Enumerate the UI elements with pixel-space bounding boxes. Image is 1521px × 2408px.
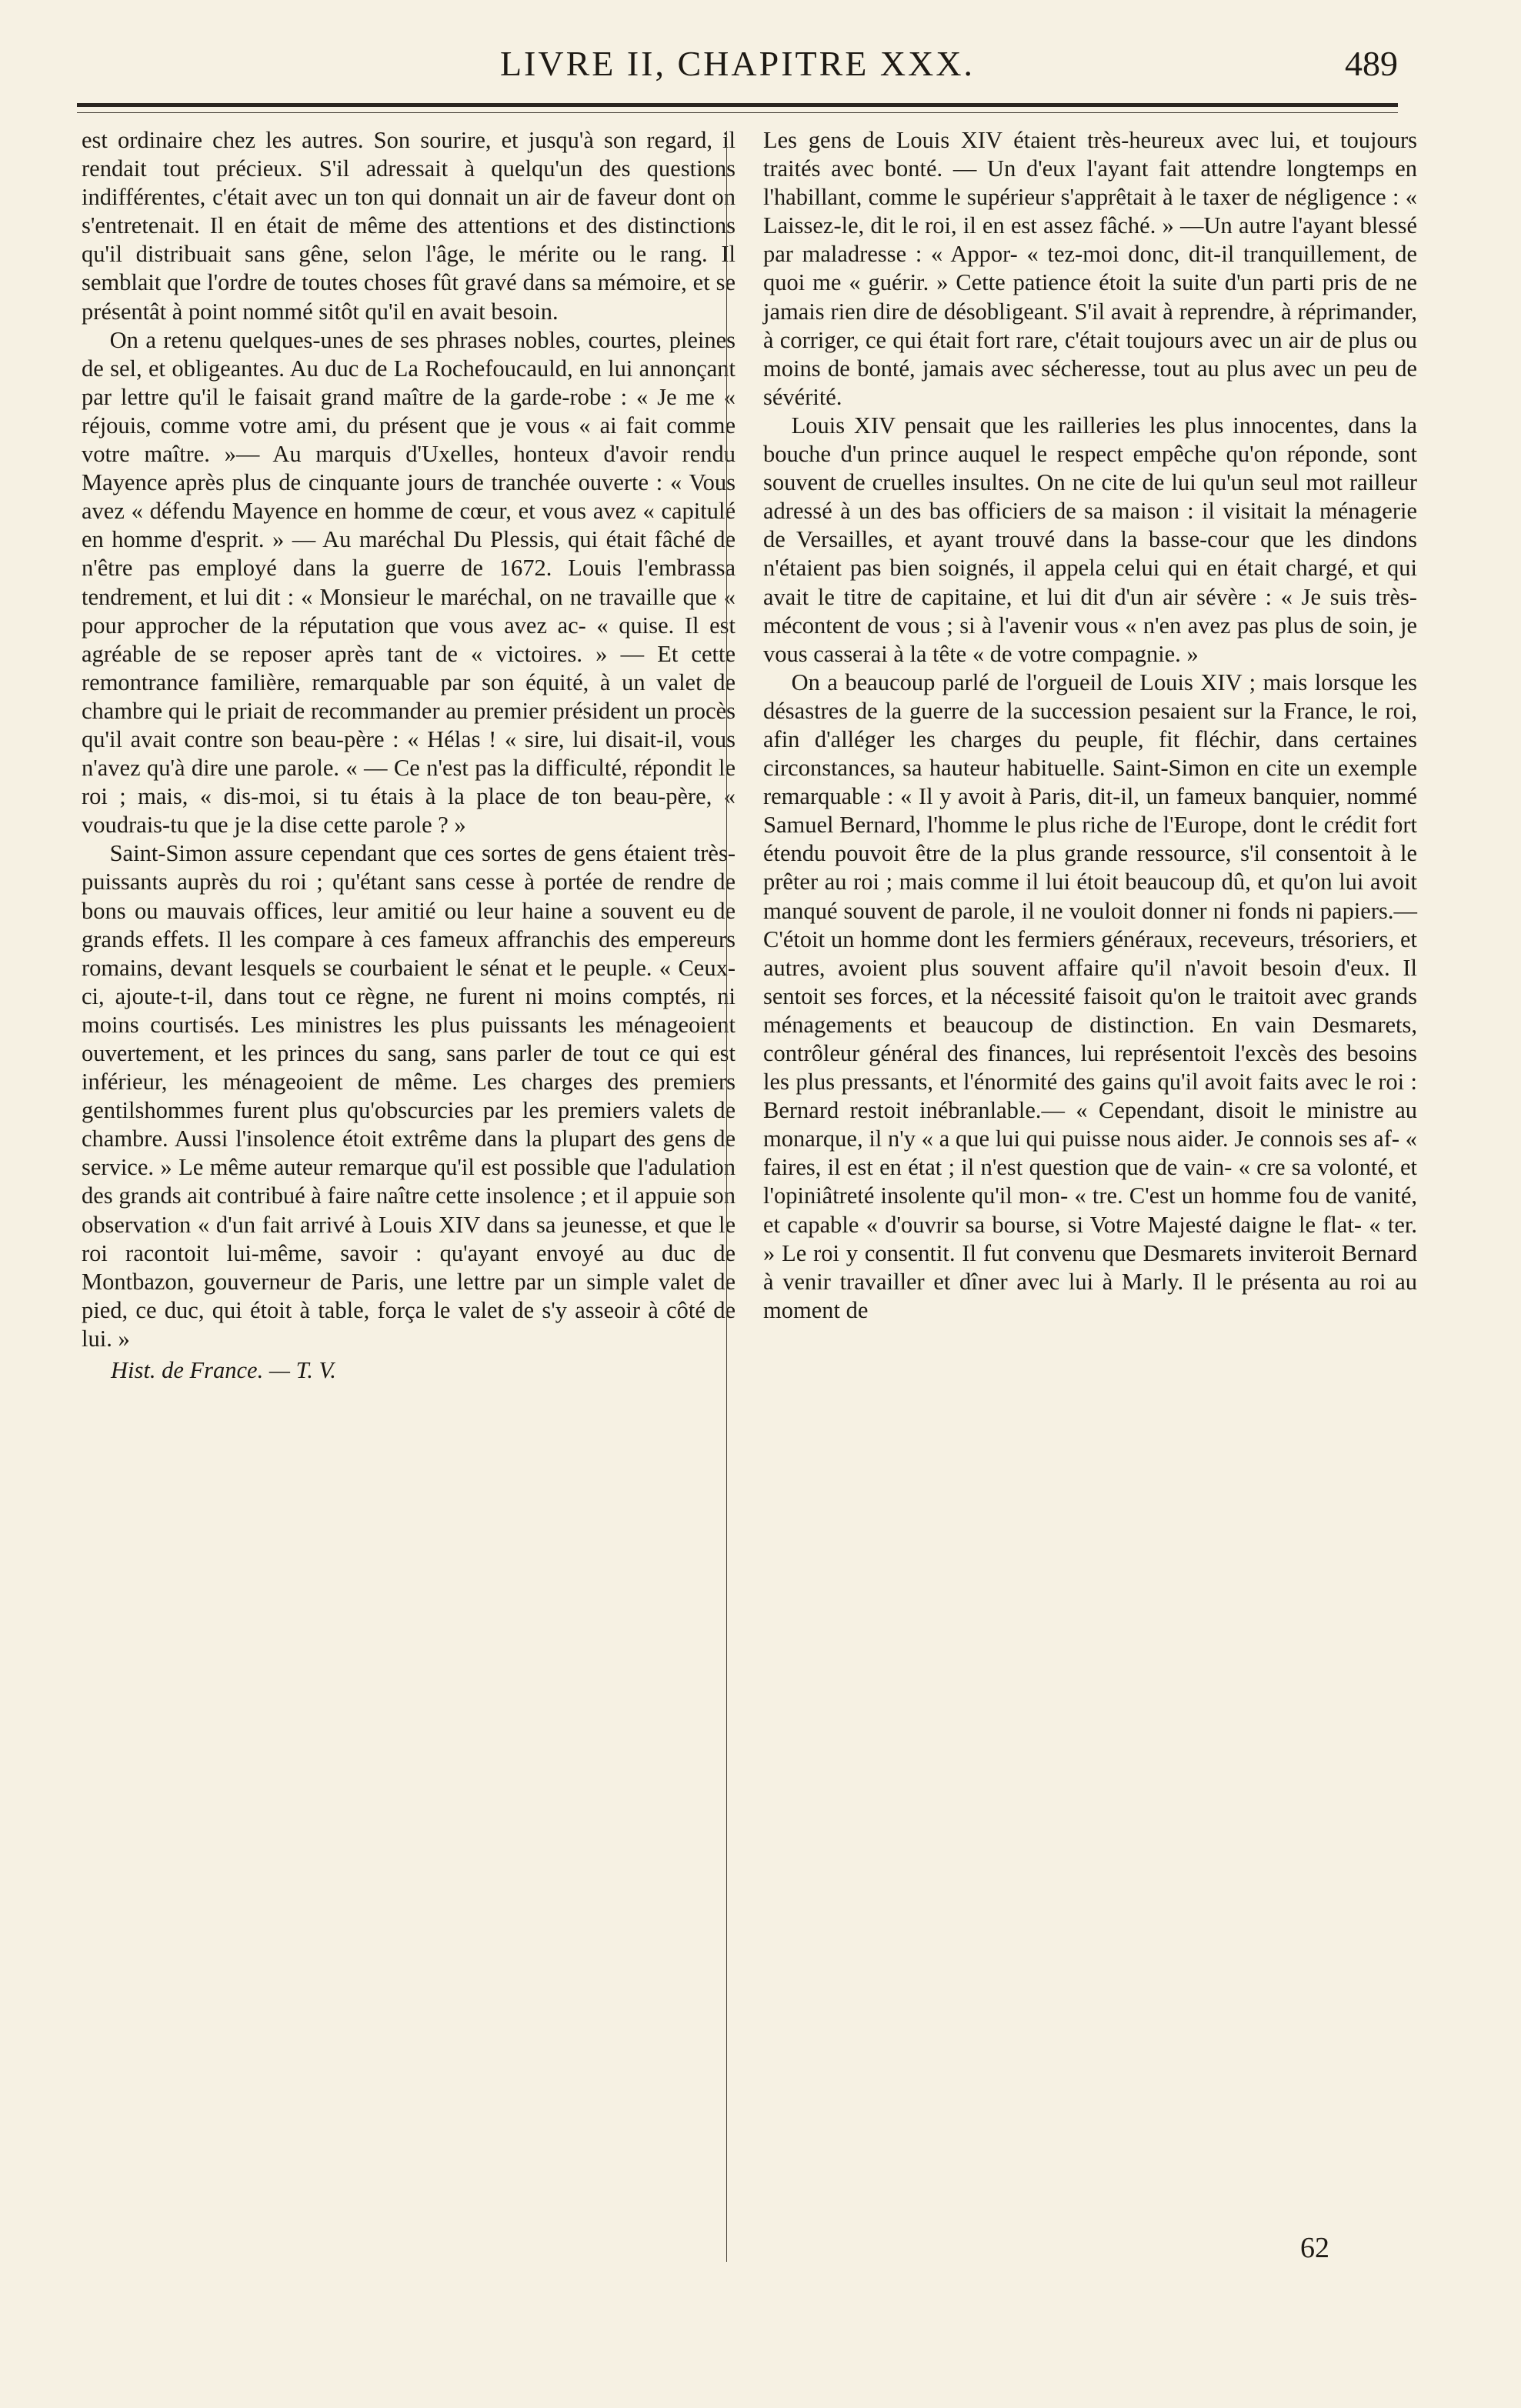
paragraph: On a beaucoup parlé de l'orgueil de Louis XIV ; mais lorsque les désastres de la guerre de la succession pesaient sur la France, le roi, afin d'alléger les charges du peuple, fit fléchir, dans certaines circonstances, sa hauteur habituelle. Saint-Simon en cite un exemple remarquable : « Il y avoit à Paris, dit-il, un fameux banquier, nommé Samuel Bernard, l'homme le plus riche de l'Europe, dont le crédit fort étendu pouvoit être de la plus grande ressource, s'il consentoit à le prêter au roi ; mais comme il lui étoit beaucoup dû, et qu'on lui avoit manqué souvent de parole, il ne vouloit donner ni fonds ni papiers.—C'étoit un homme dont les fermiers généraux, receveurs, trésoriers, et autres, avoient plus souvent affaire qu'il n'avoit besoin d'eux. Il sentoit ses forces, et la nécessité faisoit qu'on le traitoit avec grands ménagements et beaucoup de distinction. En vain Desmarets, contrôleur général des finances, lui représentoit l'excès des besoins les plus pressants, et l'énormité des gains qu'il avoit faits avec le roi : Bernard restoit inébranlable.— « Cependant, disoit le ministre au monarque, il n'y « a que lui qui puisse nous aider. Je connois ses af- « faires, il est en état ; il n'est question que de vain- « cre sa volonté, et l'opiniâtreté insolente qu'il mon- « tre. C'est un homme fou de vanité, et capable « d'ouvrir sa bourse, si Votre Majesté daigne le flat- « ter. » Le roi y consentit. Il fut convenu que Desmarets inviteroit Bernard à venir travailler et dîner avec lui à Marly. Il le présenta au roi au moment de [763, 669, 1417, 1323]
paragraph: Saint-Simon assure cependant que ces sortes de gens étaient très-puissants auprès du roi ; qu'étant sans cesse à portée de rendre de bons ou mauvais offices, leur amitié ou leur haine a souvent eu de grands effets. Il les compare à ces fameux affranchis des empereurs romains, devant lesquels se courbaient le sénat et le peuple. « Ceux-ci, ajoute-t-il, dans tout ce règne, ne furent ni moins comptés, ni moins courtisés. Les ministres les plus puissants les ménageoient ouvertement, et les princes du sang, sans parler de tout ce qui est inférieur, les ménageoient de même. Les charges des premiers gentilshommes furent plus qu'obscurcies par les premiers valets de chambre. Aussi l'insolence étoit extrême dans la plupart des gens de service. » Le même auteur remarque qu'il est possible que l'adulation des grands ait contribué à faire naître cette insolence ; et il appuie son observation « d'un fait arrivé à Louis XIV dans sa jeunesse, et que le roi racontoit lui-même, savoir : qu'ayant envoyé au duc de Montbazon, gouverneur de Paris, une lettre par un simple valet de pied, ce duc, qui étoit à table, força le valet de s'y asseoir à côté de lui. » [82, 840, 735, 1352]
left-column [82, 126, 735, 1385]
right-column [763, 126, 1417, 1325]
header-rule-thin [77, 112, 1398, 113]
paragraph: On a retenu quelques-unes de ses phrases nobles, courtes, pleines de sel, et obligeantes. Au duc de La Rochefoucauld, en lui annonçant par lettre qu'il le faisait grand maître de la garde-robe : « Je me « réjouis, comme votre ami, du présent que je vous « ai fait comme votre maître. »— Au marquis d'Uxelles, honteux d'avoir rendu Mayence après plus de cinquante jours de tranchée ouverte : « Vous avez « défendu Mayence en homme de cœur, et vous avez « capitulé en homme d'esprit. » — Au maréchal Du Plessis, qui était fâché de n'être pas employé dans la guerre de 1672. Louis l'embrassa tendrement, et lui dit : « Monsieur le maréchal, on ne travaille que « pour approcher de la réputation que vous avez ac- « quise. Il est agréable de se reposer après tant de « victoires. » — Et cette remontrance familière, remarquable par son équité, à un valet de chambre qui le priait de recommander au premier président un procès qu'il avait contre son beau-père : « Hélas ! « sire, lui disait-il, vous n'avez qu'à dire une parole. « — Ce n'est pas la difficulté, répondit le roi ; mais, « dis-moi, si tu étais à la place de ton beau-père, « voudrais-tu que je la dise cette parole ? » [82, 326, 735, 839]
header-rule [77, 103, 1398, 107]
paragraph: Les gens de Louis XIV étaient très-heureux avec lui, et toujours traités avec bonté. — Un d'eux l'ayant fait attendre longtemps en l'habillant, comme le supérieur s'apprêtait à le taxer de négligence : « Laissez-le, dit le roi, il en est assez fâché. » —Un autre l'ayant blessé par maladresse : « Appor- « tez-moi donc, dit-il tranquillement, de quoi me « guérir. » Cette patience étoit la suite d'un parti pris de ne jamais rien dire de désobligeant. S'il avait à reprendre, à réprimander, à corriger, ce qui était fort rare, c'était toujours avec un air de plus ou moins de bonté, jamais avec sécheresse, tout au plus avec un peu de sévérité. [763, 127, 1417, 410]
paragraph: est ordinaire chez les autres. Son sourire, et jusqu'à son regard, il rendait tout précieux. S'il adressait à quelqu'un des questions indifférentes, c'était avec un ton qui donnait un air de faveur dont on s'entretenait. Il en était de même des attentions et des distinctions qu'il distribuait sans gêne, selon l'âge, le mérite ou le rang. Il semblait que l'ordre de toutes choses fût gravé dans sa mémoire, et se présentât à point nommé sitôt qu'il en avait besoin. [82, 127, 735, 325]
page-header [77, 43, 1398, 97]
paragraph: Louis XIV pensait que les railleries les plus innocentes, dans la bouche d'un prince auquel le respect empêche qu'on réponde, sont souvent de cruelles insultes. On ne cite de lui qu'un seul mot railleur adressé à un des bas officiers de sa maison : il visitait la ménagerie de Versailles, et ayant trouvé dans la basse-cour que les dindons n'étaient pas bien soignés, il appela celui qui en était chargé, et qui avait le titre de capitaine, et lui dit d'un air sévère : « Je suis très-mécontent de vous ; si à l'avenir vous « n'en avez pas plus de soin, je vous casserai à la tête « de votre compagnie. » [763, 412, 1417, 667]
column-divider [726, 131, 727, 2262]
page-number: 489 [1345, 44, 1398, 83]
signature-mark: 62 [1300, 2232, 1329, 2264]
running-title: LIVRE II, CHAPITRE XXX. [499, 44, 976, 83]
source-note: Hist. de France. — T. V. [111, 1357, 336, 1384]
